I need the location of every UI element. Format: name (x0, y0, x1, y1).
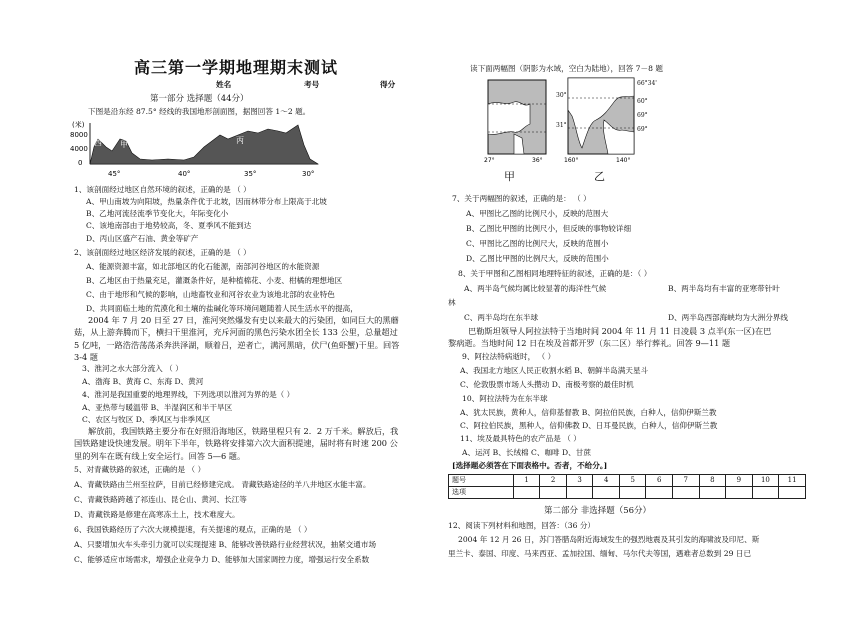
passage-5-6-line2: 国铁路建设快速发展。明年下半年，铁路将安排第六次大面积提速，届时将有时速 200 公 (74, 438, 398, 448)
q9-options-cd: C、伦敦股票市场人头攒动 D、南极考察的最佳时机 (460, 380, 634, 389)
passage-5-6-line1: 解放前，我国铁路主要分布在好照沿海地区，铁路里程只有 2．2 万千米。解放后，我 (88, 426, 399, 436)
q7-option-b: B、乙图比甲图的比例尺小，但反映的事物较详细 (466, 224, 632, 233)
map-yi-lat-69b: 69° (637, 126, 648, 133)
q1-option-c: C、该地南部由于地势较高，冬、夏季风不能到达 (86, 221, 252, 230)
profile-tick-45: 45° (108, 170, 121, 178)
map-yi (564, 76, 644, 166)
profile-tick-35: 35° (244, 170, 257, 178)
passage-3-4-line4: 3-4 题 (74, 352, 98, 362)
q11-options: A、运河 B、长绒棉 C、咖啡 D、甘蔗 (462, 448, 591, 457)
q7-option-a: A、甲图比乙图的比例尺小，反映的范围大 (466, 209, 609, 218)
answer-cell[interactable] (540, 487, 567, 499)
id-label: 考号 (304, 80, 320, 89)
passage-3-4-line3: 5 亿吨，一路浩浩荡荡杀奔洪泽湖，顺着吕，逆者亡，满河黑暗，伏尸(鱼虾蟹)干里。回答 (74, 340, 400, 350)
answer-cell[interactable] (699, 487, 726, 499)
answer-number: 11 (779, 475, 806, 487)
q8-option-d: D、两半岛西部海峡均为大洲分界线 (668, 313, 788, 322)
answer-table-row-choices (449, 487, 806, 499)
name-label: 姓名 (216, 80, 232, 89)
q2-option-a: A、能源资源丰富，如北部地区的化石能源，南部河谷地区的水能资源 (86, 262, 320, 271)
q4-options-ab: A、亚热带与暖温带 B、半湿润区和半干旱区 (82, 403, 233, 412)
profile-label-yi: 乙 (178, 150, 186, 159)
question-6: 6、我国铁路经历了六次大规模提速，有关提速的观点，正确的是 （ ） (74, 525, 312, 534)
answer-number: 9 (726, 475, 753, 487)
passage-9-11-line2: 黎病逝。当地时间 12 日在埃及首都开罗（东二区）举行葬礼。回答 9—11 题 (448, 338, 731, 348)
profile-label-xi: 西 (94, 138, 102, 147)
answer-cell[interactable] (646, 487, 673, 499)
answer-number: 6 (646, 475, 673, 487)
question-1: 1、该剖面经过地区自然环境的叙述，正确的是 （ ） (74, 185, 251, 194)
q4-options-cd: C、农区与牧区 D、季风区与非季风区 (82, 415, 211, 424)
answer-cell[interactable] (513, 487, 540, 499)
map-caption-yi: 乙 (594, 170, 605, 183)
map-jia-lat-b: 31° (556, 122, 567, 129)
profile-tick-4000: 4000 (70, 145, 88, 153)
q6-options-cd: C、能够适应市场需求，增强企业竞争力 D、能够加大国家调控力度，增强运行安全系数 (74, 555, 370, 564)
map-yi-lat-66: 66°34' (637, 80, 657, 87)
question-2: 2、该剖面经过地区经济发展的叙述，正确的是 （ ） (74, 248, 251, 257)
map-jia (484, 74, 554, 166)
profile-tick-40: 40° (178, 170, 191, 178)
q8-option-a: A、两半岛气候均属比较显著的海洋性气候 (464, 284, 607, 293)
map-jia-lon-right: 36° (532, 157, 543, 164)
intro-q7-8: 读下面两幅图（阴影为水域，空白为陆地），回答 7－8 题 (470, 64, 663, 73)
q8-option-b-cont: 林 (448, 298, 456, 307)
answer-table (448, 474, 806, 499)
profile-tick-30: 30° (302, 170, 315, 178)
profile-tick-8000: 8000 (70, 131, 88, 139)
map-yi-lon-left: 160° (564, 157, 579, 164)
map-jia-lat-a: 30° (556, 92, 567, 99)
passage-5-6-line3: 里的列车在既有线上安全运行。回答 5—6 题。 (74, 451, 246, 461)
score-label: 得分 (380, 80, 396, 89)
q1-option-b: B、乙地河流径流季节变化大，年际变化小 (86, 209, 229, 218)
q8-option-c: C、两半岛均在东半球 (464, 313, 539, 322)
question-8: 8、关于甲图和乙图相同地理特征的叙述，正确的是：（ ） (458, 269, 652, 278)
answer-table-header-choice: 选项 (449, 487, 514, 499)
answer-number: 3 (566, 475, 593, 487)
q6-options-ab: A、只要增加火车头牵引力就可以实现提速 B、能够改善铁路行业经营状况，抽紧交通市场 (74, 540, 377, 549)
answer-number: 1 (513, 475, 540, 487)
q5-option-a: A、青藏铁路由兰州至拉萨，目前已经修建完成。 青藏铁路途径的羊八井地区水能丰富。 (74, 480, 371, 489)
map-jia-lon-left: 27° (484, 157, 495, 164)
passage-3-4-line2: 菇，从上游奔腾而下，横扫干里淮河，充斥河面的黑色污染水团全长 133 公里，总量超过 (74, 327, 398, 337)
q7-option-d: D、乙图比甲图的比例尺大，反映的范围小 (466, 254, 609, 263)
q7-option-c: C、甲图比乙图的比例尺大，反映的范围小 (466, 239, 609, 248)
exam-title: 高三第一学期地理期末测试 (134, 58, 339, 77)
q10-options-cd: C、阿拉伯民族，黑种人，信仰佛教 D、日耳曼民族，白种人，信仰伊斯兰教 (460, 421, 718, 430)
question-12: 12、阅读下列材料和地图，回答：（36 分） (448, 521, 596, 530)
q2-option-b: B、乙地区由于热量充足，灌溉条件好，是种植棉花、小麦、柑橘的理想地区 (86, 276, 343, 285)
question-4: 4、淮河是我国重要的地理界线，下列选项以淮河为界的是（ ） (82, 390, 295, 399)
q5-option-d: D、青藏铁路是修建在高寒冻土上，技术难度大。 (74, 510, 240, 519)
q1-option-a: A、甲山南坡为向阳坡，热量条件优于北坡，因而林带分布上限高于北坡 (86, 197, 327, 206)
profile-unit: (米) (72, 121, 85, 129)
intro-q1-2: 下图是沿东经 87.5° 经线的我国地形剖面图，据图回答 1～2 题。 (88, 107, 311, 116)
answer-number: 10 (752, 475, 779, 487)
question-9: 9、阿拉法特病逝时， （ ） (462, 352, 556, 361)
answer-cell[interactable] (593, 487, 620, 499)
answer-number: 4 (593, 475, 620, 487)
profile-label-jia: 甲 (120, 140, 128, 149)
q2-option-d: D、共同面临土地的荒漠化和土壤的盐碱化等环境问题随着人民生活水平的提高， (86, 304, 358, 313)
map-yi-lon-right: 140° (616, 157, 631, 164)
answer-number: 2 (540, 475, 567, 487)
q2-option-c: C、由于地形和气候的影响，山地畜牧业和河谷农业为该地北部的农业特色 (86, 290, 335, 299)
q1-option-d: D、丙山区盛产石油、黄金等矿产 (86, 234, 199, 243)
passage-3-4-line1: 2004 年 7 月 20 日至 27 日，淮河突然爆发有史以来最大的污染团，如同巨大的黑蘑 (88, 315, 399, 325)
q10-options-ab: A、犹太民族，黄种人，信仰基督教 B、阿拉伯民族，白种人，信仰伊斯兰教 (460, 408, 717, 417)
question-11: 11、埃及最具特色的农产品是 （ ） (460, 434, 581, 443)
answer-number: 7 (673, 475, 700, 487)
answer-number: 8 (699, 475, 726, 487)
answer-cell[interactable] (619, 487, 646, 499)
question-3: 3、淮河之水大部分流入 （ ） (82, 364, 183, 373)
q9-options-ab: A、我国北方地区人民正收割水稻 B、朝鲜半岛满天星斗 (460, 366, 649, 375)
part1-heading: 第一部分 选择题（44分） (150, 94, 249, 104)
profile-tick-0: 0 (78, 159, 83, 167)
q3-options: A、渤海 B、黄海 C、东海 D、黄河 (82, 377, 204, 386)
q12-material-line1: 2004 年 12 月 26 日，苏门答腊岛附近海域发生的强烈地震及其引发的海啸波及印尼、斯 (458, 535, 760, 544)
answer-cell[interactable] (566, 487, 593, 499)
question-7: 7、关于两幅图的叙述，正确的是： （ ） (452, 194, 591, 203)
answer-cell[interactable] (673, 487, 700, 499)
profile-label-bing: 丙 (236, 136, 244, 145)
answer-number: 5 (619, 475, 646, 487)
q8-option-b: B、两半岛均有丰富的亚寒带针叶 (668, 284, 780, 293)
answer-table-note: [选择题必须答在下面表格中。否者，不给分。] (452, 461, 608, 470)
q12-material-line2: 里兰卡、泰国、印度、马来西亚、孟加拉国、缅甸、马尔代夫等国，遇难者总数到 29 日已 (448, 549, 752, 558)
map-caption-jia: 甲 (504, 170, 515, 183)
answer-cell[interactable] (752, 487, 779, 499)
answer-cell[interactable] (779, 487, 806, 499)
q5-option-c: C、青藏铁路跨越了祁连山、昆仑山、黄河、长江等 (74, 495, 247, 504)
question-5: 5、对青藏铁路的叙述，正确的是 （ ） (74, 465, 206, 474)
terrain-profile-diagram (68, 117, 338, 183)
map-yi-lat-60: 60° (637, 98, 648, 105)
part2-heading: 第二部分 非选择题（56分） (544, 506, 652, 516)
question-10: 10、阿拉法特为在东半球 (462, 394, 548, 403)
answer-table-header-number: 题号 (449, 475, 514, 487)
passage-9-11-line1: 巴勒斯坦领导人阿拉法特于当地时间 2004 年 11 月 11 日凌晨 3 点半(东一区)在巴 (468, 326, 772, 336)
map-yi-lat-69a: 69° (637, 112, 648, 119)
answer-table-row-numbers (449, 475, 806, 487)
answer-cell[interactable] (726, 487, 753, 499)
